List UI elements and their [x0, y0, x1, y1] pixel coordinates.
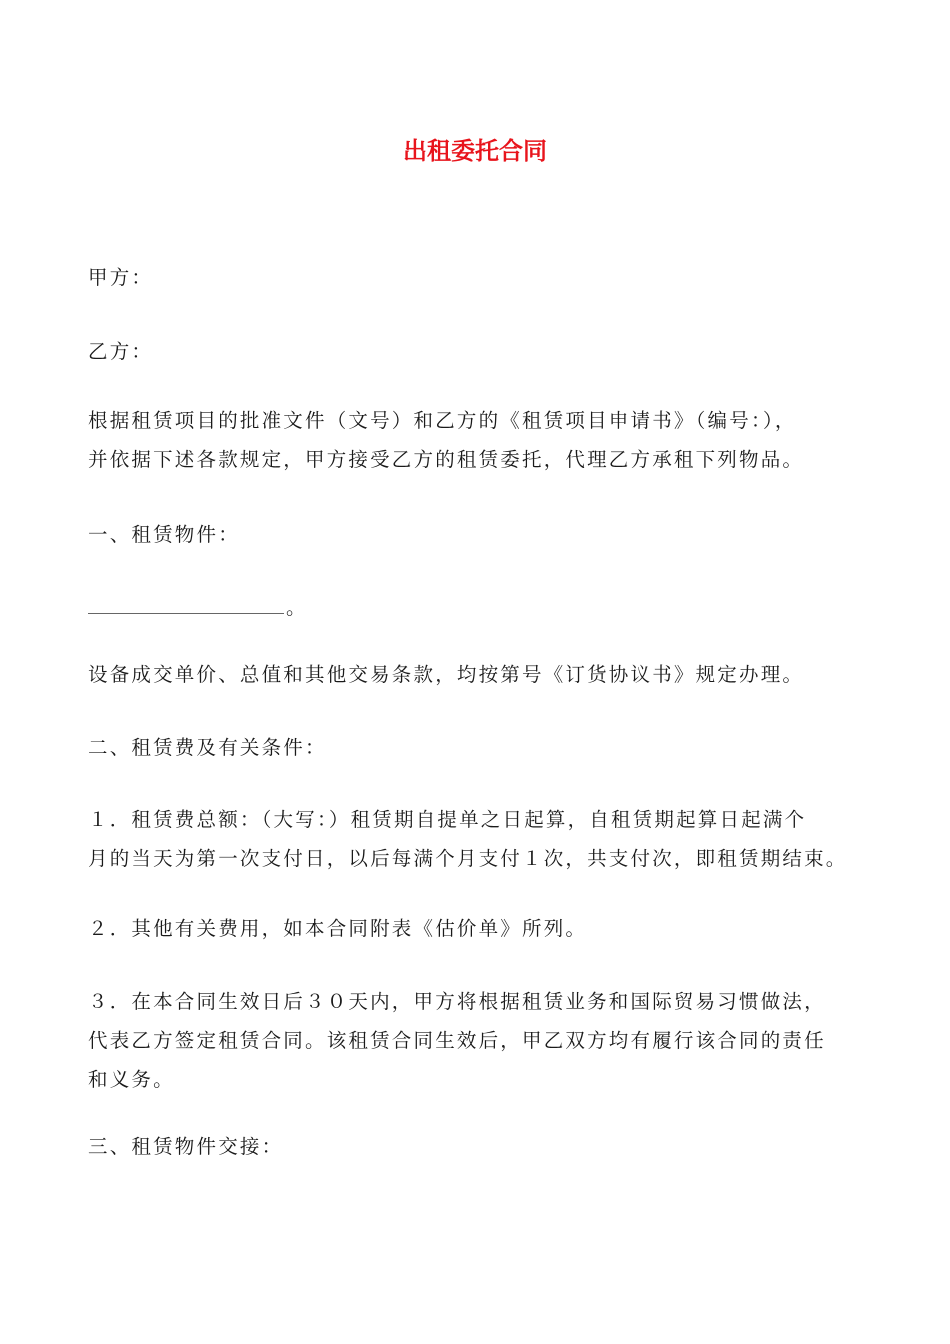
intro-paragraph [88, 401, 864, 479]
party-a-text: 甲方： [88, 266, 154, 289]
fill-in-blank [88, 589, 284, 614]
intro-line-2: 并依据下述各款规定，甲方接受乙方的租赁委托，代理乙方承租下列物品。 [88, 448, 805, 471]
section2-item-2 [88, 909, 864, 948]
party-a-label [88, 258, 864, 297]
section1-blank-line [88, 588, 864, 627]
section1-heading-text: 一、租赁物件： [88, 523, 240, 546]
intro-line-1: 根据租赁项目的批准文件（文号）和乙方的《租赁项目申请书》（编号：）， [88, 409, 797, 432]
section2-item-3 [88, 982, 864, 1099]
section2-item-2-text: ２．其他有关费用，如本合同附表《估价单》所列。 [88, 917, 588, 940]
section2-item-1 [88, 800, 864, 878]
section2-item-3-line-3: 和义务。 [88, 1068, 175, 1091]
section3-heading-text: 三、租赁物件交接： [88, 1135, 284, 1158]
section2-item-3-line-2: 代表乙方签定租赁合同。该租赁合同生效后，甲乙双方均有履行该合同的责任 [88, 1029, 826, 1052]
section1-note [88, 655, 864, 694]
section1-heading [88, 515, 864, 554]
section3-heading [88, 1127, 864, 1166]
document-title: 出租委托合同 [403, 137, 547, 165]
section2-heading [88, 728, 864, 767]
section1-blank-row [88, 588, 864, 627]
section2-heading-text: 二、租赁费及有关条件： [88, 736, 327, 759]
section2-item-3-line-1: ３．在本合同生效日后３０天内，甲方将根据租赁业务和国际贸易习惯做法， [88, 990, 826, 1013]
section2-item-1-line-1: １．租赁费总额：（大写：）租赁期自提单之日起算，自租赁期起算日起满个 [88, 808, 807, 831]
section1-note-text: 设备成交单价、总值和其他交易条款，均按第号《订货协议书》规定办理。 [88, 663, 805, 686]
blank-suffix: 。 [286, 596, 308, 619]
party-b-text: 乙方： [88, 340, 154, 363]
section2-item-1-line-2: 月的当天为第一次支付日，以后每满个月支付１次，共支付次，即租赁期结束。 [88, 847, 848, 870]
party-b-label [88, 332, 864, 371]
